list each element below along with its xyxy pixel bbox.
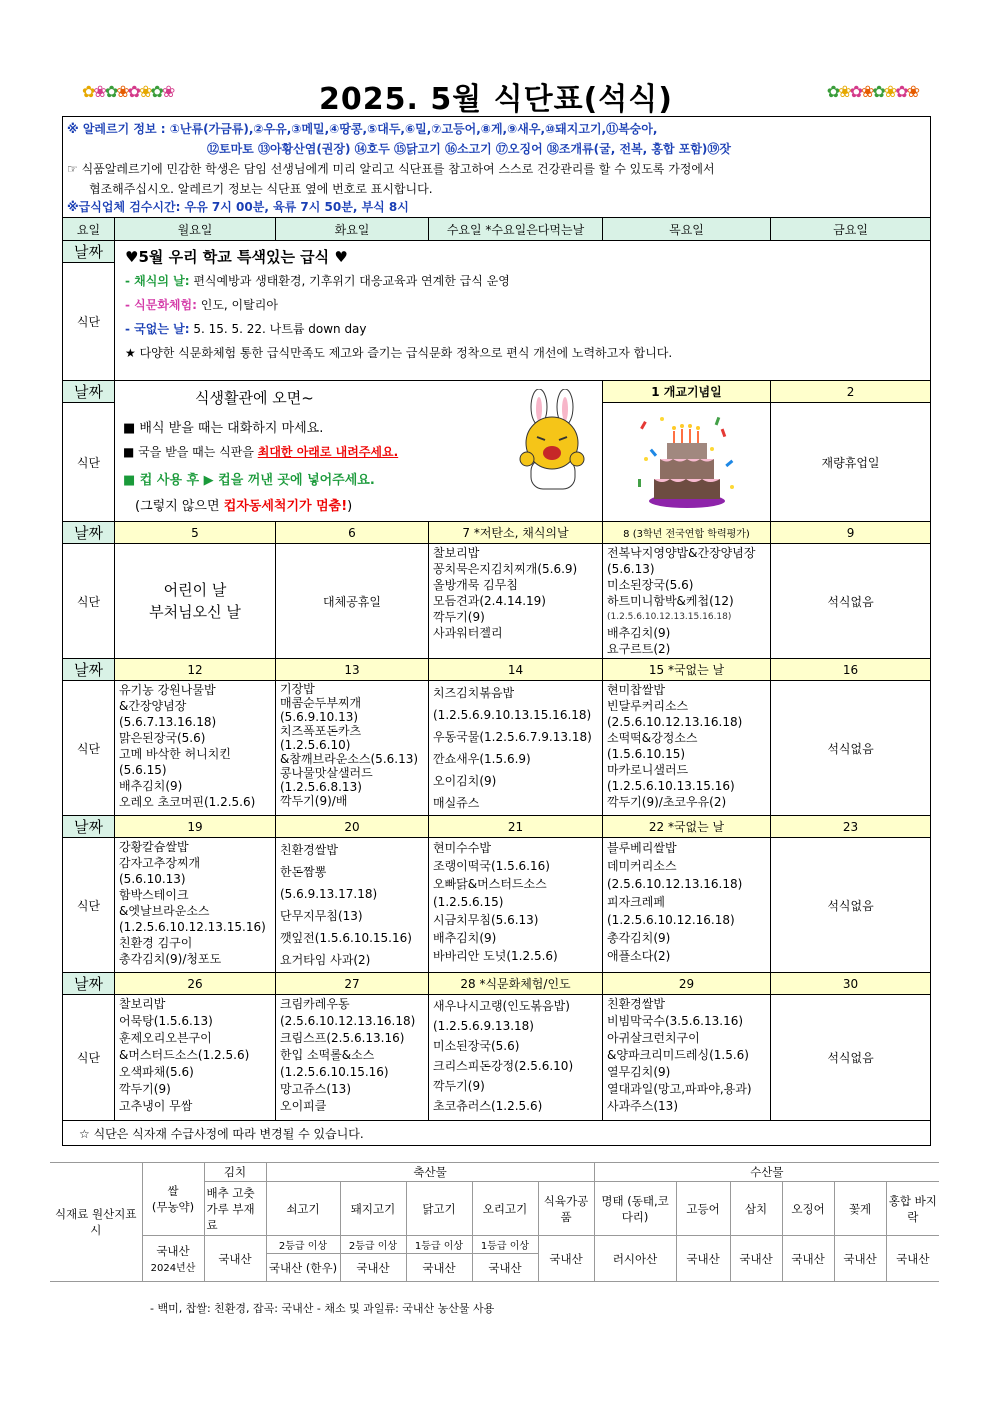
menu-item: &참깨브라운소스(5.6.13) (280, 752, 419, 766)
yoil-label: 요일 (63, 218, 115, 241)
rule-2: ■ 국을 받을 때는 식판을 최대한 아래로 내려주세요. (123, 445, 399, 459)
menu-cell-wed (429, 995, 603, 1121)
origin-value: 러시아산 (594, 1236, 676, 1282)
beef-origin: 국내산 (한우) (266, 1254, 340, 1282)
menu-cell-mon (115, 995, 276, 1121)
menu-item: 블루베리쌀밥 (607, 841, 677, 855)
menu-item: (5.6.7.13.16.18) (119, 715, 217, 729)
origin-value: 국내산 (676, 1236, 730, 1282)
menu-cell-wed (429, 838, 603, 973)
menu-item: 총각김치(9)/청포도 (119, 952, 222, 966)
menu-cell-mon (115, 838, 276, 973)
menu-item: 올방개묵 김무침 (433, 578, 518, 592)
seafood-header: 수산물 (594, 1163, 939, 1182)
menu-cell-thu (603, 995, 771, 1121)
menu-item: 깍두기(9)/초코우유(2) (607, 795, 727, 809)
menu-item: 어묵탕(1.5.6.13) (119, 1014, 213, 1028)
menu-item: 친환경쌀밥 (607, 997, 665, 1011)
header-mon: 월요일 (115, 218, 276, 241)
date-label: 날짜 (63, 241, 115, 263)
menu-item: 우동국물(1.2.5.6.7.9.13.18) (433, 730, 592, 744)
menu-item: 깍두기(9) (433, 610, 485, 624)
origin-item: 식육가공품 (538, 1182, 594, 1236)
date-cell: 13 (276, 659, 429, 681)
menu-label: 식단 (63, 403, 115, 522)
menu-item: 모듬견과(2.4.14.19) (433, 594, 546, 608)
rice-origin: 국내산 2024년산 (142, 1236, 204, 1282)
menu-item: 시금치무침(5.6.13) (433, 913, 539, 927)
menu-item: 감자고추장찌개 (119, 856, 201, 870)
menu-item: (1.2.5.6.10.12.13.15.16) (119, 920, 266, 934)
menu-item: 오이피클 (280, 1099, 327, 1113)
menu-item: 소떡떡&강정소스 (607, 731, 698, 745)
origin-value: 국내산 (782, 1236, 834, 1282)
no-dinner: 석식없음 (771, 544, 931, 659)
menu-item: 망고쥬스(13) (280, 1082, 352, 1096)
menu-item: 빈달루커리소스 (607, 699, 689, 713)
veg-day-text: 편식예방과 생태환경, 기후위기 대응교육과 연계한 급식 운영 (189, 274, 510, 288)
date-label: 날짜 (63, 816, 115, 838)
date-cell: 1 개교기념일 (603, 381, 771, 403)
menu-item: 사과워터젤리 (433, 626, 503, 640)
bunny-character-icon (515, 389, 591, 493)
rules-title: 식생활관에 오면~ (195, 389, 314, 407)
menu-item: &엣날브라운소스 (119, 904, 210, 918)
menu-item: 찰보리밥 (433, 546, 480, 560)
menu-item: 치즈김치볶음밥 (433, 686, 515, 700)
menu-item: (5.6.15) (119, 763, 167, 777)
menu-item: 배추김치(9) (607, 626, 671, 640)
origin-item: 닭고기 (406, 1182, 472, 1236)
no-soup-text: 5. 15. 5. 22. 나트륨 down day (189, 322, 367, 336)
no-dinner: 석식없음 (771, 995, 931, 1121)
date-cell: 8 (3학년 전국연합 학력평가) (603, 522, 771, 544)
menu-label: 식단 (63, 995, 115, 1121)
menu-item: 매실쥬스 (433, 796, 480, 810)
menu-item: 현미수수밥 (433, 841, 491, 855)
menu-item: 현미찹쌀밥 (607, 683, 665, 697)
menu-item: 깻잎전(1.5.6.10.15.16) (280, 931, 412, 945)
menu-item: 단무지무침(13) (280, 909, 363, 923)
date-label: 날짜 (63, 659, 115, 681)
livestock-header: 축산물 (266, 1163, 594, 1182)
menu-item: 미소된장국(5.6) (607, 578, 694, 592)
menu-item: 하트미니함박&케첩(12) (607, 594, 734, 608)
menu-item: 함박스테이크 (119, 888, 189, 902)
menu-item: &머스터드소스(1.2.5.6) (119, 1048, 250, 1062)
date-cell: 29 (603, 973, 771, 995)
date-cell: 16 (771, 659, 931, 681)
menu-item: (2.5.6.10.12.13.16.18) (280, 1014, 416, 1028)
food-culture-text: 인도, 이탈리아 (196, 298, 278, 312)
page-title: 2025. 5월 식단표(석식) (319, 82, 673, 117)
menu-label: 식단 (63, 263, 115, 381)
header-fri: 금요일 (771, 218, 931, 241)
menu-item: 고메 바삭한 허니치킨 (119, 747, 231, 761)
menu-item: 기장밥 (280, 682, 315, 696)
date-cell: 7 *저탄소, 채식의날 (429, 522, 603, 544)
holiday-name: 어린이 날 (163, 581, 227, 599)
no-dinner: 석식없음 (771, 838, 931, 973)
date-cell: 5 (115, 522, 276, 544)
menu-cell-tue (276, 681, 429, 816)
menu-item: 요구르트(2) (607, 642, 671, 656)
allergy-notice: ☞ 식품알레르기에 민감한 학생은 담임 선생님에게 미리 알리고 식단표를 참고하여 스스로 건강관리를 할 수 있도록 가정에서 (67, 162, 715, 176)
cafeteria-rules (115, 381, 603, 522)
menu-label: 식단 (63, 544, 115, 659)
menu-item: 피자크레페 (607, 895, 665, 909)
date-label: 날짜 (63, 522, 115, 544)
kimchi-origin: 국내산 (204, 1236, 266, 1282)
menu-label: 식단 (63, 838, 115, 973)
menu-item: 크림스프(2.5.6.13.16) (280, 1031, 405, 1045)
menu-item: (2.5.6.10.12.13.16.18) (607, 715, 743, 729)
origin-value: 국내산 (886, 1236, 939, 1282)
menu-item: 전복낙지영양밥&간장양념장 (607, 546, 756, 560)
date-cell: 6 (276, 522, 429, 544)
kimchi-header: 김치 (204, 1163, 266, 1182)
menu-item: 크림카레우동 (280, 997, 350, 1011)
week2-menus (63, 544, 931, 659)
birthday-cake-icon (603, 403, 771, 522)
origin-table (50, 1162, 939, 1282)
origin-value: 국내산 (538, 1236, 594, 1282)
menu-item: 한입 소떡롤&소스 (280, 1048, 375, 1062)
menu-item: 바바리안 도넛(1.2.5.6) (433, 949, 558, 963)
origin-value: 국내산 (340, 1254, 406, 1282)
rice-header: 쌀 (무농약) (142, 1163, 204, 1236)
allergy-line-1: ※ 알레르기 정보 : ①난류(가금류),②우유,③메밀,④땅콩,⑤대두,⑥밀,⑦고등어,⑧게,⑨새우,⑩돼지고기,⑪복숭아, (67, 122, 658, 136)
holiday-cell (115, 544, 276, 659)
inspection-time: ※급식업체 검수시간: 우유 7시 00분, 육류 7시 50분, 부식 8시 (67, 200, 409, 214)
header-tue: 화요일 (276, 218, 429, 241)
origin-item: 명태 (동태,코다리) (594, 1182, 676, 1236)
date-cell: 26 (115, 973, 276, 995)
menu-item: 열대과일(망고,파파야,용과) (607, 1082, 752, 1096)
menu-item: 찰보리밥 (119, 997, 166, 1011)
menu-item: (5.6.9.13.17.18) (280, 887, 378, 901)
menu-item: 오빠닭&머스터드소스 (433, 877, 547, 891)
menu-item: (1.2.5.6.10.13.15.16) (607, 779, 735, 793)
menu-item: (2.5.6.10.12.13.16.18) (607, 877, 743, 891)
origin-item: 쇠고기 (266, 1182, 340, 1236)
veg-day-label: - 채식의 날: (125, 274, 190, 288)
menu-item: 고추냉이 무쌈 (119, 1099, 193, 1113)
menu-item: (1.2.5.6.9.13.18) (433, 1019, 534, 1033)
allergy-info (63, 117, 931, 218)
menu-item: 깐쇼새우(1.5.6.9) (433, 752, 531, 766)
menu-cell-mon (115, 681, 276, 816)
origin-item: 삼치 (730, 1182, 782, 1236)
menu-item: 친환경 김구이 (119, 936, 193, 950)
menu-item: 깍두기(9) (433, 1079, 485, 1093)
menu-item: 배추김치(9) (433, 931, 497, 945)
menu-item: (1.2.5.6.10.15.16) (280, 1065, 389, 1079)
substitute-holiday: 대체공휴일 (276, 544, 429, 659)
menu-item: (1.2.5.6.8.13) (280, 780, 362, 794)
menu-cell-tue (276, 995, 429, 1121)
menu-item: 강황칼슘쌀밥 (119, 840, 189, 854)
date-cell: 2 (771, 381, 931, 403)
grade: 2등급 이상 (340, 1236, 406, 1254)
menu-item: 오색파채(5.6) (119, 1065, 194, 1079)
menu-table (62, 116, 931, 1146)
menu-cell-wed (429, 544, 603, 659)
menu-item: 매콤순두부찌개 (280, 696, 362, 710)
origin-item: 고등어 (676, 1182, 730, 1236)
date-cell: 19 (115, 816, 276, 838)
menu-item: 맑은된장국(5.6) (119, 731, 206, 745)
date-cell: 27 (276, 973, 429, 995)
allergy-notice-2: 협조해주십시오. 알레르기 정보는 식단표 옆에 번호로 표시합니다. (89, 182, 433, 196)
header-wed: 수요일 *수요일은다먹는날 (429, 218, 603, 241)
menu-item: 꽁치묵은지김치찌개(5.6.9) (433, 562, 578, 576)
menu-item: (5.6.9.10.13) (280, 710, 359, 724)
menu-item: 새우나시고랭(인도볶음밥) (433, 999, 570, 1013)
special-goal: ★ 다양한 식문화체험 통한 급식만족도 제고와 즐기는 급식문화 정착으로 편식 개선에 노력하고자 합니다. (125, 346, 673, 360)
menu-cell-tue (276, 838, 429, 973)
menu-item: 총각김치(9) (607, 931, 671, 945)
menu-item: 치즈폭포돈카츠 (280, 724, 362, 738)
menu-label: 식단 (63, 681, 115, 816)
food-culture-label: - 식문화체험: (125, 298, 197, 312)
menu-item: 데미커리소스 (607, 859, 677, 873)
menu-item: (1.2.5.6.10.12.16.18) (607, 913, 735, 927)
menu-item: (1.2.5.6.9.10.13.15.16.18) (433, 708, 592, 722)
menu-item: 애플소다(2) (607, 949, 671, 963)
kimchi-items: 배추 고춧가루 부재료 (204, 1182, 266, 1236)
date-label: 날짜 (63, 381, 115, 403)
menu-item: 오레오 초코머핀(1.2.5.6) (119, 795, 256, 809)
origin-item: 꽃게 (834, 1182, 886, 1236)
date-cell: 21 (429, 816, 603, 838)
menu-item: 초코츄러스(1.2.5.6) (433, 1099, 543, 1113)
date-cell: 9 (771, 522, 931, 544)
menu-item: (5.6.13) (607, 562, 655, 576)
menu-item: 조랭이떡국(1.5.6.16) (433, 859, 550, 873)
menu-cell-thu (603, 838, 771, 973)
origin-value: 국내산 (834, 1236, 886, 1282)
header-thu: 목요일 (603, 218, 771, 241)
origin-item: 오징어 (782, 1182, 834, 1236)
menu-item: (1.2.5.6.15) (433, 895, 504, 909)
menu-change-notice: ☆ 식단은 식자재 수급사정에 따라 변경될 수 있습니다. (63, 1121, 931, 1146)
rule-3: ■ 컵 사용 후 ▶ 컵을 꺼낸 곳에 넣어주세요. (123, 473, 375, 488)
menu-item: 깍두기(9)/배 (280, 794, 348, 808)
date-cell: 12 (115, 659, 276, 681)
menu-item: (5.6.10.13) (119, 872, 186, 886)
menu-item: 요거타임 사과(2) (280, 953, 371, 967)
no-soup-label: - 국없는 날: (125, 322, 190, 336)
menu-cell-thu (603, 544, 771, 659)
menu-item: 열무김치(9) (607, 1065, 671, 1079)
date-cell: 15 *국없는 날 (603, 659, 771, 681)
menu-item: 유기농 강원나물밥 (119, 683, 216, 697)
menu-item: &양파크리미드레싱(1.5.6) (607, 1048, 749, 1062)
menu-item: 아귀살크런치구이 (607, 1031, 700, 1045)
title-row (62, 72, 930, 116)
menu-item: 한돈짬뽕 (280, 865, 327, 879)
origin-value: 국내산 (730, 1236, 782, 1282)
menu-item: 크리스피돈강정(2.5.6.10) (433, 1059, 574, 1073)
menu-item: 깍두기(9) (119, 1082, 171, 1096)
origin-note: - 백미, 찹쌀: 친환경, 잡곡: 국내산 - 채소 및 과일류: 국내산 농산물 사용 (150, 1302, 495, 1315)
special-heading: ♥5월 우리 학교 특색있는 급식 ♥ (125, 248, 348, 266)
date-cell: 20 (276, 816, 429, 838)
origin-value: 국내산 (472, 1254, 538, 1282)
no-dinner: 석식없음 (771, 681, 931, 816)
origin-value: 국내산 (406, 1254, 472, 1282)
special-notice (115, 241, 931, 381)
menu-item: 친환경쌀밥 (280, 843, 338, 857)
menu-item: 배추김치(9) (119, 779, 183, 793)
date-cell: 23 (771, 816, 931, 838)
grade: 2등급 이상 (266, 1236, 340, 1254)
holiday-name: 부처님오신 날 (149, 603, 241, 621)
school-discretion-holiday: 재량휴업일 (771, 403, 931, 522)
date-cell: 14 (429, 659, 603, 681)
origin-item: 홍합 바지락 (886, 1182, 939, 1236)
flower-decoration-right: ✿❀✿❀✿❀✿❀ (826, 82, 918, 101)
menu-item: (1.2.5.6.10) (280, 738, 351, 752)
menu-item: (1.2.5.6.10.12.13.15.16.18) (607, 612, 732, 622)
allergy-line-2: ⑫토마토 ⑬아황산염(권장) ⑭호두 ⑮닭고기 ⑯소고기 ⑰오징어 ⑱조개류(굴, 전복, 홍합 포함)⑲잣 (207, 142, 732, 156)
menu-cell-wed (429, 681, 603, 816)
date-cell: 22 *국없는 날 (603, 816, 771, 838)
grade: 1등급 이상 (406, 1236, 472, 1254)
menu-item: &간장양념장 (119, 699, 187, 713)
menu-item: (1.5.6.10.15) (607, 747, 686, 761)
origin-label: 식재료 원산지표시 (50, 1163, 142, 1282)
date-cell: 30 (771, 973, 931, 995)
flower-decoration-left: ✿❀✿❀✿❀✿❀ (82, 82, 174, 101)
date-label: 날짜 (63, 973, 115, 995)
menu-item: 콩나물맛살샐러드 (280, 766, 373, 780)
grade: 1등급 이상 (472, 1236, 538, 1254)
date-cell: 28 *식문화체험/인도 (429, 973, 603, 995)
menu-item: 비빔막국수(3.5.6.13.16) (607, 1014, 744, 1028)
weekday-header (63, 218, 931, 241)
origin-item: 오리고기 (472, 1182, 538, 1236)
week2-dates (63, 522, 931, 544)
menu-item: 오이김치(9) (433, 774, 497, 788)
menu-cell-thu (603, 681, 771, 816)
rule-4: (그렇지 않으면 컵자동세척기가 멈춤!) (135, 499, 353, 514)
menu-item: 훈제오리오븐구이 (119, 1031, 212, 1045)
menu-item: 미소된장국(5.6) (433, 1039, 520, 1053)
rule-1: ■ 배식 받을 때는 대화하지 마세요. (123, 421, 324, 436)
origin-item: 돼지고기 (340, 1182, 406, 1236)
menu-item: 사과주스(13) (607, 1099, 679, 1113)
menu-item: 마카로니샐러드 (607, 763, 689, 777)
